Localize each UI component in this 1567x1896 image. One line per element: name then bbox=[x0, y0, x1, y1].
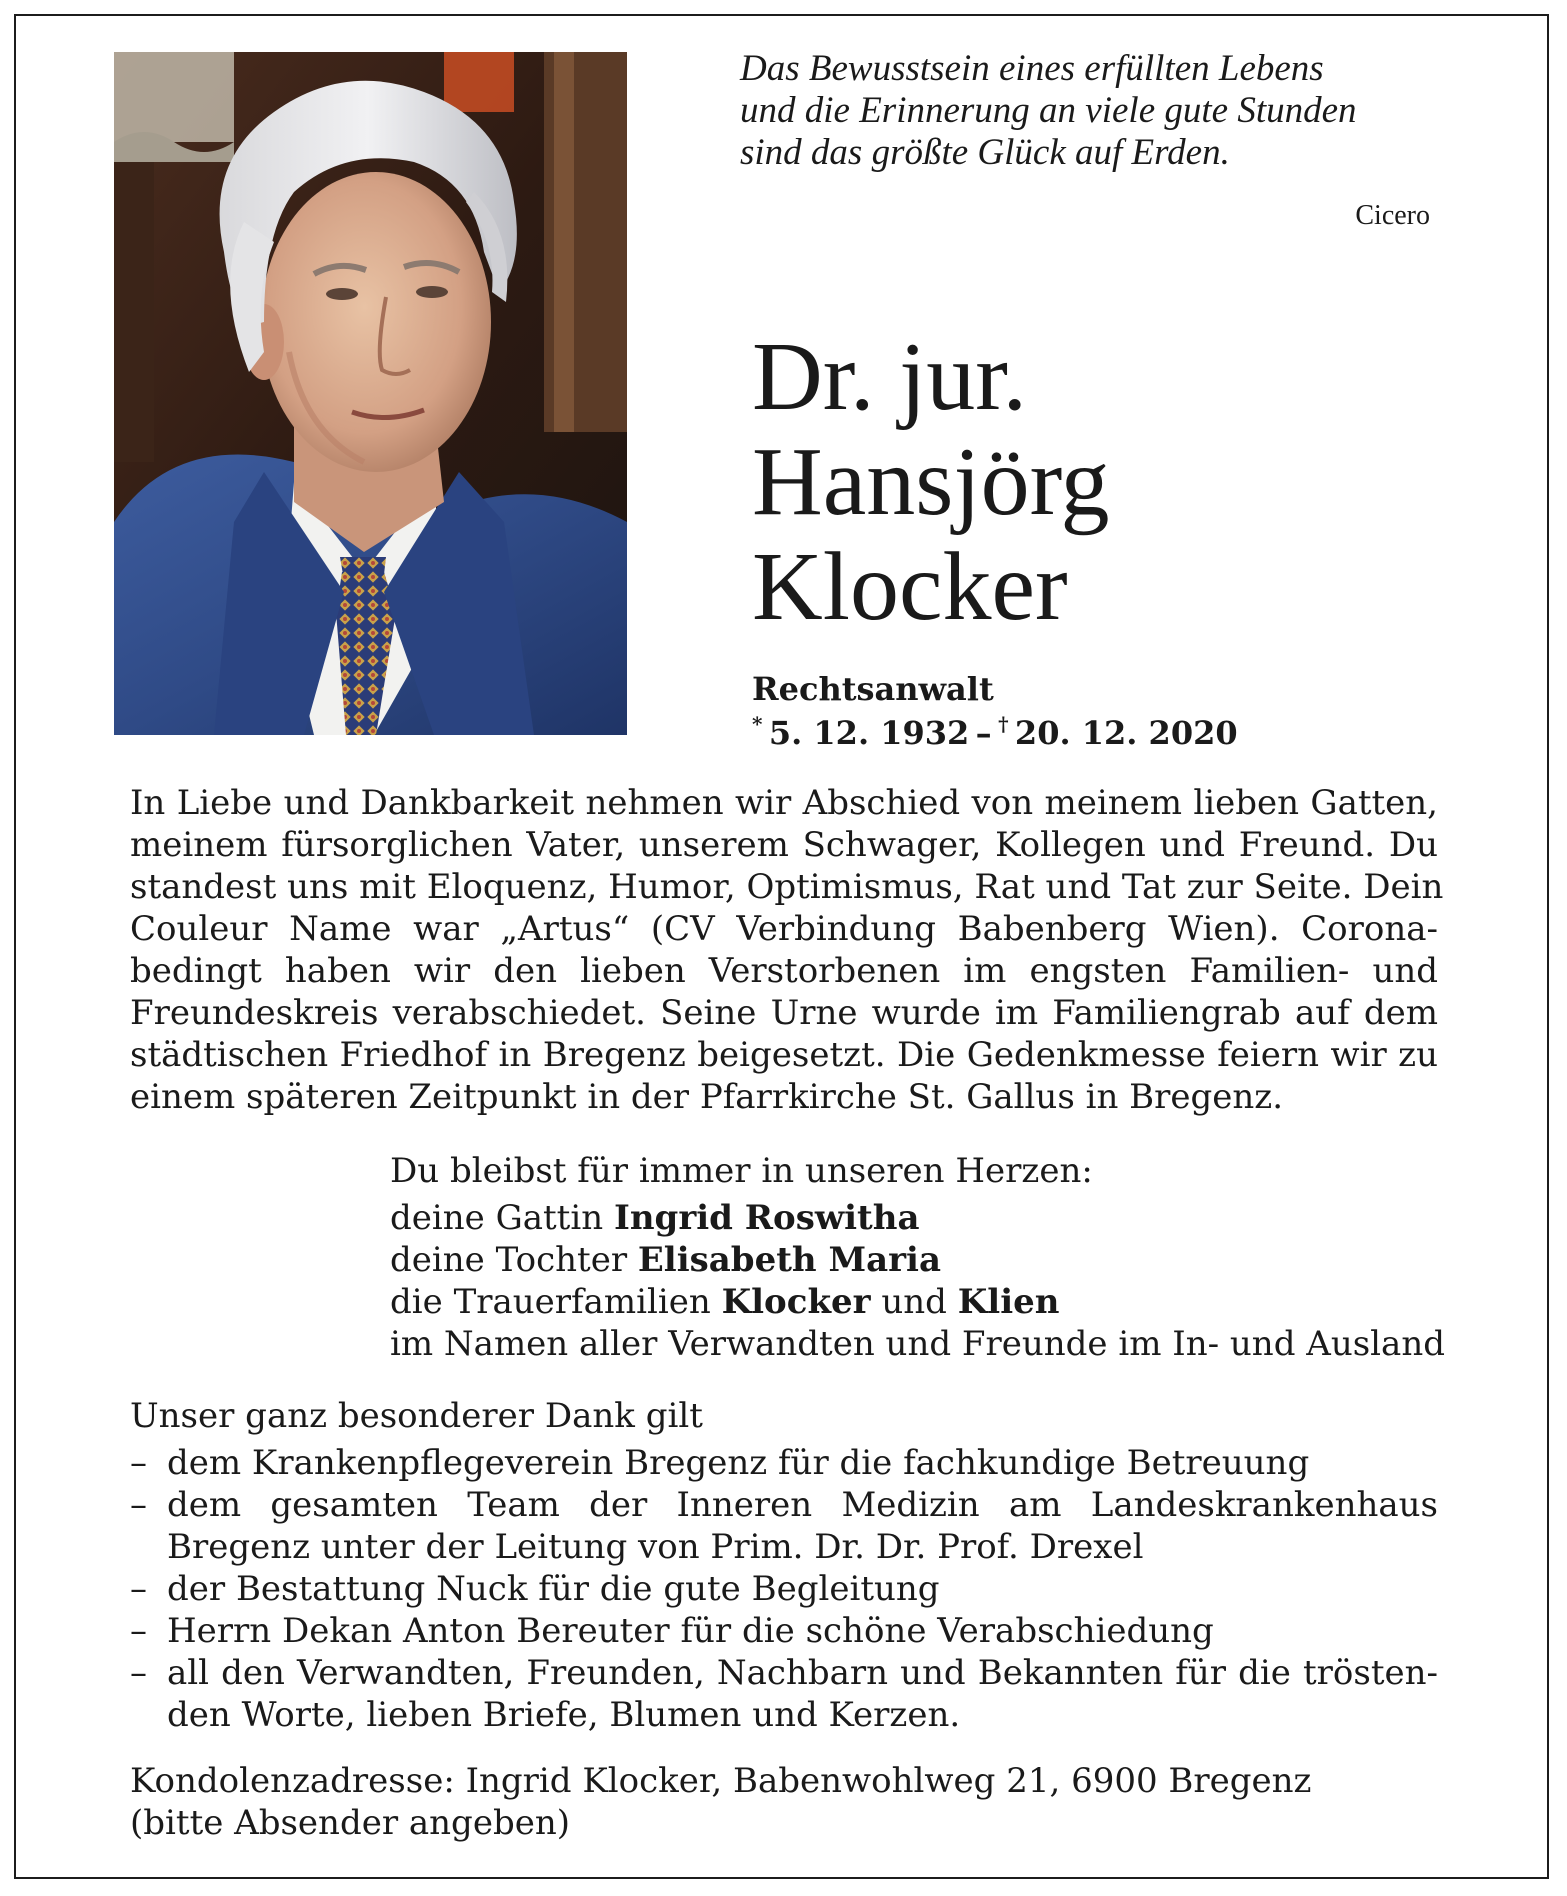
thanks-item-line: Bregenz unter der Leitung von Prim. Dr. Dr. Prof. Drexel bbox=[167, 1527, 1144, 1567]
quote bbox=[740, 48, 1480, 174]
families-and: und bbox=[881, 1282, 947, 1322]
thanks-item bbox=[130, 1610, 1438, 1652]
thanks-list bbox=[130, 1442, 1438, 1736]
life-dates bbox=[752, 714, 1238, 752]
main-text-line: städtischen Friedhof in Bregenz beigesetzt. Die Gedenkmesse feiern wir zu bbox=[130, 1035, 1438, 1075]
wife-prefix: deine Gattin bbox=[390, 1198, 604, 1238]
family-klocker: Klocker bbox=[721, 1282, 871, 1322]
daughter-name: Elisabeth Maria bbox=[637, 1240, 942, 1280]
thanks-heading: Unser ganz besonderer Dank gilt bbox=[130, 1396, 703, 1436]
name-line: Klocker bbox=[752, 533, 1068, 641]
profession: Rechtsanwalt bbox=[752, 670, 994, 708]
portrait-photo bbox=[114, 52, 627, 735]
main-text bbox=[130, 782, 1444, 1118]
quote-author: Cicero bbox=[1355, 200, 1430, 231]
thanks-item bbox=[130, 1568, 1438, 1610]
quote-line: und die Erinnerung an viele gute Stunden bbox=[740, 90, 1357, 131]
main-text-line: meinem fürsorglichen Vater, unserem Schwager, Kollegen und Freund. Du bbox=[130, 825, 1438, 865]
main-text-line: einem späteren Zeitpunkt in der Pfarrkirche St. Gallus in Bregenz. bbox=[130, 1077, 1284, 1117]
date-separator: – bbox=[975, 714, 992, 752]
wife-name: Ingrid Roswitha bbox=[613, 1198, 920, 1238]
birth-symbol: * bbox=[752, 712, 763, 736]
thanks-item bbox=[130, 1652, 1438, 1736]
main-text-line: Couleur Name war „Artus“ (CV Verbindung Babenberg Wien). Corona- bbox=[130, 909, 1438, 949]
name-line: Dr. jur. bbox=[752, 323, 1027, 431]
thanks-item-line: dem gesamten Team der Inneren Medizin am Landeskrankenhaus bbox=[167, 1485, 1438, 1525]
dash-bullet: – bbox=[130, 1485, 147, 1525]
mourner-families bbox=[390, 1281, 1445, 1323]
families-prefix: die Trauerfamilien bbox=[390, 1282, 711, 1322]
deceased-name bbox=[752, 325, 1110, 640]
address-note: (bitte Absender angeben) bbox=[130, 1803, 570, 1843]
dash-bullet: – bbox=[130, 1653, 147, 1693]
main-text-line: In Liebe und Dankbarkeit nehmen wir Abschied von meinem lieben Gatten, bbox=[130, 783, 1438, 823]
mourner-daughter bbox=[390, 1239, 1445, 1281]
thanks-item-line: den Worte, lieben Briefe, Blumen und Kerzen. bbox=[167, 1695, 961, 1735]
main-text-line: bedingt haben wir den lieben Verstorbenen im engsten Familien- und bbox=[130, 951, 1438, 991]
name-line: Hansjörg bbox=[752, 428, 1110, 536]
mourners bbox=[390, 1197, 1445, 1365]
death-date: 20. 12. 2020 bbox=[1014, 714, 1238, 752]
death-symbol: † bbox=[998, 712, 1009, 736]
mourner-relatives: im Namen aller Verwandten und Freunde im In- und Ausland bbox=[390, 1324, 1445, 1364]
dash-bullet: – bbox=[130, 1569, 147, 1609]
thanks-item-line: dem Krankenpflegeverein Bregenz für die fachkundige Betreuung bbox=[167, 1443, 1310, 1483]
thanks-item-line: Herrn Dekan Anton Bereuter für die schöne Verabschiedung bbox=[167, 1611, 1214, 1651]
thanks-item-line: der Bestattung Nuck für die gute Begleitung bbox=[167, 1569, 940, 1609]
address-line: Kondolenzadresse: Ingrid Klocker, Babenwohlweg 21, 6900 Bregenz bbox=[130, 1761, 1312, 1801]
quote-line: sind das größte Glück auf Erden. bbox=[740, 132, 1230, 173]
mourner-wife bbox=[390, 1197, 1445, 1239]
thanks-item bbox=[130, 1484, 1438, 1568]
dash-bullet: – bbox=[130, 1611, 147, 1651]
main-text-line: Freundeskreis verabschiedet. Seine Urne wurde im Familiengrab auf dem bbox=[130, 993, 1438, 1033]
daughter-prefix: deine Tochter bbox=[390, 1240, 628, 1280]
birth-date: 5. 12. 1932 bbox=[768, 714, 970, 752]
thanks-item-line: all den Verwandten, Freunden, Nachbarn und Bekannten für die trösten- bbox=[167, 1653, 1438, 1693]
quote-line: Das Bewusstsein eines erfüllten Lebens bbox=[740, 48, 1324, 89]
condolence-address bbox=[130, 1760, 1311, 1844]
farewell-line: Du bleibst für immer in unseren Herzen: bbox=[390, 1151, 1093, 1191]
main-text-line: standest uns mit Eloquenz, Humor, Optimismus, Rat und Tat zur Seite. Dein bbox=[130, 867, 1444, 907]
thanks-item bbox=[130, 1442, 1438, 1484]
family-klien: Klien bbox=[957, 1282, 1060, 1322]
dash-bullet: – bbox=[130, 1443, 147, 1483]
